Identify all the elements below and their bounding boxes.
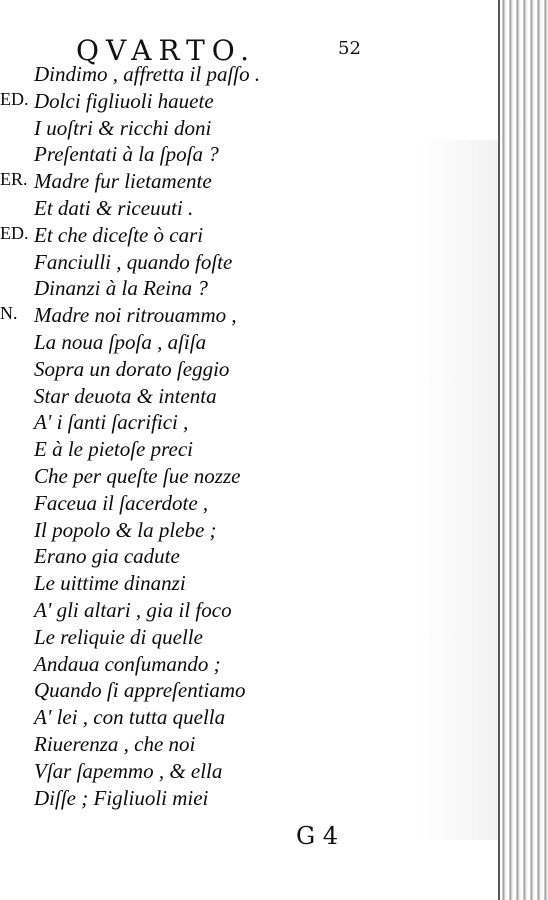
verse-text: Madre fur lietamente <box>34 169 212 194</box>
speaker-label: ED. <box>0 88 29 109</box>
verse-text: Le reliquie di quelle <box>34 624 203 649</box>
verse-line <box>0 410 330 436</box>
verse-line <box>0 786 330 812</box>
verse-line <box>0 491 330 517</box>
verse-line <box>0 464 330 490</box>
verse-text: A' gli altari , gia il foco <box>34 598 232 622</box>
verse-line <box>0 384 330 410</box>
verse-line <box>0 571 330 597</box>
verse-text: Preſentati à la ſpoſa ? <box>34 142 219 167</box>
verse-line <box>0 544 330 570</box>
speaker-label: ER. <box>0 169 28 190</box>
verse-line <box>0 196 330 222</box>
speaker-label: ED. <box>0 222 29 243</box>
verse-text: A' lei , con tutta quella <box>34 705 226 730</box>
verse-line <box>0 357 330 383</box>
verse-line <box>0 678 330 704</box>
signature-mark: G 4 <box>296 822 339 850</box>
verse-line <box>0 142 330 168</box>
verse-text: Dindimo , affretta il paſſo . <box>34 62 261 86</box>
verse-text: Quando ſi appreſentiamo <box>34 678 246 703</box>
verse-text: Et dati & riceuuti . <box>34 196 194 220</box>
speaker-label: N. <box>0 303 18 324</box>
verse-text: I uoſtri & ricchi doni <box>34 115 212 140</box>
verse-line <box>0 598 330 624</box>
verse-line <box>0 116 330 142</box>
verse-text: Dolci figliuoli hauete <box>34 88 214 113</box>
verse-line <box>0 276 330 302</box>
book-page-edges <box>498 0 548 900</box>
verse-text: Dinanzi à la Reina ? <box>34 276 208 301</box>
verse-text: La noua ſpoſa , aſiſa <box>34 330 207 354</box>
verse-text: Fanciulli , quando foſte <box>34 249 233 274</box>
running-header: QVARTO. <box>76 34 256 67</box>
verse-line <box>0 89 330 115</box>
verse-text: Madre noi ritrouammo , <box>34 303 237 328</box>
verse-text: Faceua il ſacerdote , <box>34 490 209 515</box>
verse-text: Andaua conſumando ; <box>34 651 221 676</box>
verse-text: A' i ſanti ſacrifici , <box>34 410 189 435</box>
verse-text: Star deuota & intenta <box>34 383 217 408</box>
verse-text: Le uittime dinanzi <box>34 571 186 596</box>
verse-line <box>0 62 330 88</box>
verse-line <box>0 732 330 758</box>
page-number: 52 <box>338 38 361 59</box>
verse-text: Sopra un dorato ſeggio <box>34 356 230 381</box>
verse-text: Che per queſte ſue nozze <box>34 464 241 488</box>
verse-text: Vſar ſapemmo , & ella <box>34 758 223 783</box>
verse-line <box>0 223 330 249</box>
verse-line <box>0 652 330 678</box>
verse-line <box>0 518 330 544</box>
verse-line <box>0 250 330 276</box>
verse-line <box>0 705 330 731</box>
verse-line <box>0 303 330 329</box>
verse-text: E à le pietoſe preci <box>34 437 193 462</box>
verse-line <box>0 759 330 785</box>
verse-text: Il popolo & la plebe ; <box>34 517 217 542</box>
verse-line <box>0 169 330 195</box>
verse-text: Diſſe ; Figliuoli miei <box>34 785 209 810</box>
verse-line <box>0 437 330 463</box>
verse-text: Erano gia cadute <box>34 544 180 569</box>
verse-line <box>0 625 330 651</box>
verse-text: Et che diceſte ò cari <box>34 222 204 247</box>
show-through-shadow <box>420 140 500 840</box>
verse-line <box>0 330 330 356</box>
verse-text: Riuerenza , che noi <box>34 732 196 756</box>
